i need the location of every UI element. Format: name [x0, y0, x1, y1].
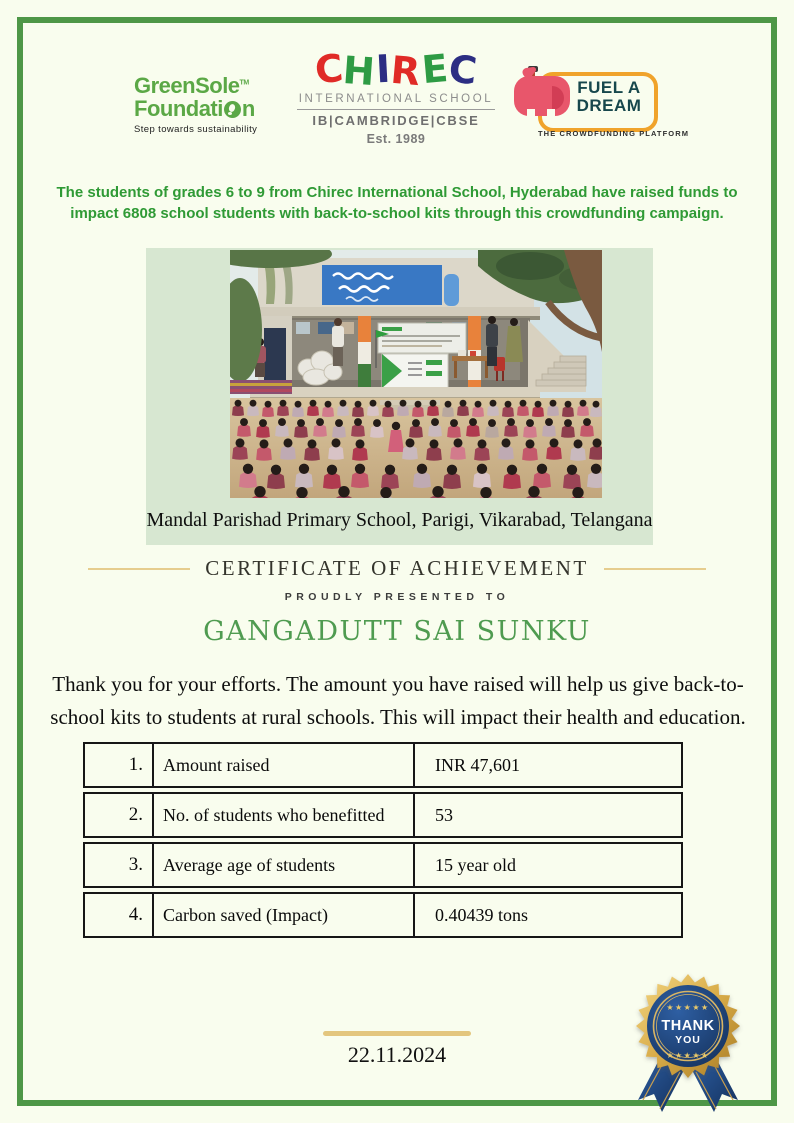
- greensole-logo: [134, 74, 274, 135]
- row-number: 4.: [85, 894, 154, 936]
- fueladream-line2: DREAM: [576, 95, 642, 115]
- row-number: 1.: [85, 744, 154, 786]
- row-value: 53: [435, 804, 453, 825]
- greensole-name-text: GreenSole: [134, 73, 240, 98]
- intro-paragraph: The students of grades 6 to 9 from Chirec International School, Hyderabad have raised funds to impact 6808 school students with back-to-school kits through this crowdfunding campaign.: [56, 184, 738, 222]
- thank-you-badge: [622, 966, 754, 1118]
- row-number: 3.: [85, 844, 154, 886]
- row-label: Carbon saved (Impact): [154, 894, 415, 936]
- title-rule-right: [604, 568, 706, 570]
- certificate-title-row: [0, 556, 794, 581]
- badge-stars-top: ★★★★★: [666, 1003, 710, 1012]
- date-text: 22.11.2024: [347, 1042, 447, 1067]
- chirec-letter: C: [446, 46, 480, 94]
- badge-you: YOU: [675, 1034, 701, 1046]
- chirec-logo: [297, 45, 495, 146]
- table-row: [83, 842, 683, 888]
- photo-block: [146, 248, 653, 545]
- table-row: [83, 742, 683, 788]
- row-label: Average age of students: [154, 844, 415, 886]
- greensole-tm: TM: [239, 79, 249, 87]
- chirec-letter: C: [312, 45, 346, 93]
- table-row: [83, 792, 683, 838]
- greensole-foundation-pre: Foundati: [134, 96, 223, 122]
- title-rule-left: [88, 568, 190, 570]
- chirec-letter: I: [375, 46, 393, 92]
- greensole-name: [134, 74, 274, 97]
- elephant-icon: [510, 64, 576, 126]
- certificate-title: CERTIFICATE OF ACHIEVEMENT: [205, 556, 589, 580]
- greensole-tagline: Step towards sustainability: [134, 124, 258, 136]
- chirec-letter: E: [419, 45, 451, 93]
- school-photo: [230, 250, 602, 498]
- chirec-letter: H: [341, 47, 378, 95]
- fueladream-line1: FUEL A: [577, 78, 641, 97]
- row-label: No. of students who benefitted: [154, 794, 415, 836]
- chirec-letter: R: [389, 47, 424, 95]
- greensole-foundation: [134, 97, 274, 121]
- date-rule: [323, 1031, 471, 1036]
- chirec-established: Est. 1989: [366, 132, 426, 146]
- greensole-foundation-post: n: [241, 96, 255, 122]
- recipient-name: GANGADUTT SAI SUNKU: [203, 616, 591, 647]
- badge-thank: THANK: [661, 1018, 715, 1034]
- fueladream-wordmark: [568, 79, 650, 114]
- chirec-wordmark: [297, 45, 495, 95]
- row-value: INR 47,601: [435, 754, 520, 775]
- photo-caption: Mandal Parishad Primary School, Parigi, Vikarabad, Telangana: [146, 509, 653, 531]
- chirec-boards: IB|CAMBRIDGE|CBSE: [312, 113, 480, 128]
- row-value: 15 year old: [435, 854, 516, 875]
- table-row: [83, 892, 683, 938]
- fueladream-tagline: THE CROWDFUNDING PLATFORM: [538, 129, 690, 138]
- row-label: Amount raised: [154, 744, 415, 786]
- greensole-footprint-icon: [224, 101, 241, 118]
- thank-you-message: Thank you for your efforts. The amount you have raised will help us give back-to-school kits to students at rural schools. This will impact their health and education.: [50, 672, 746, 730]
- badge-stars-bottom: ★★★★★: [666, 1051, 710, 1060]
- impact-table: [83, 742, 683, 942]
- fueladream-logo: [508, 62, 690, 142]
- row-number: 2.: [85, 794, 154, 836]
- row-value: 0.40439 tons: [435, 904, 529, 925]
- chirec-subtitle: INTERNATIONAL SCHOOL: [297, 93, 495, 110]
- presented-to-label: PROUDLY PRESENTED TO: [284, 591, 510, 603]
